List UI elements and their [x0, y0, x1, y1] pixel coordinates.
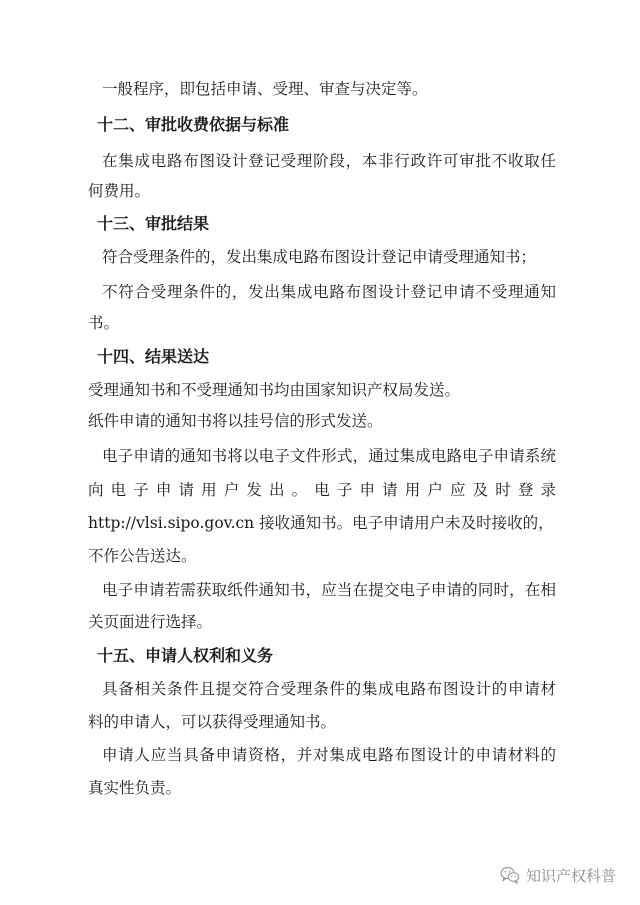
section-15-paragraph-1-line-2: 料的申请人，可以获得受理通知书。 [88, 713, 337, 731]
section-14-paragraph-4-line-1: 电子申请若需获取纸件通知书，应当在提交电子申请的同时，在相 [102, 581, 556, 599]
wechat-icon [500, 866, 520, 884]
intro-line: 一般程序，即包括申请、受理、审查与决定等。 [102, 80, 428, 98]
section-14-paragraph-2: 纸件申请的通知书将以挂号信的形式发送。 [88, 412, 383, 430]
section-14-paragraph-4-line-2: 关页面进行选择。 [88, 613, 213, 631]
section-12-paragraph-line-1: 在集成电路布图设计登记受理阶段，本非行政许可审批不收取任 [102, 152, 556, 170]
section-12-paragraph-line-2: 何费用。 [88, 182, 151, 200]
section-12-heading: 十二、审批收费依据与标准 [97, 115, 290, 134]
section-15-paragraph-2-line-1: 申请人应当具备申请资格，并对集成电路布图设计的申请材料的 [102, 746, 556, 764]
section-13-paragraph-2-line-1: 不符合受理条件的，发出集成电路布图设计登记申请不受理通知 [102, 283, 556, 301]
section-13-paragraph-2-line-2: 书。 [88, 314, 120, 332]
section-13-heading: 十三、审批结果 [97, 214, 210, 233]
section-13-paragraph-1: 符合受理条件的，发出集成电路布图设计登记申请受理通知书； [102, 248, 537, 266]
section-14-paragraph-1: 受理通知书和不受理通知书均由国家知识产权局发送。 [88, 381, 461, 399]
section-14-paragraph-3-line-2: 向 电 子 申 请 用 户 发 出 。 电 子 申 请 用 户 应 及 时 登 录 [88, 481, 556, 499]
section-15-heading: 十五、申请人权利和义务 [97, 646, 274, 665]
watermark [500, 864, 616, 886]
section-14-paragraph-3-line-4: 不作公告送达。 [88, 547, 197, 565]
section-14-heading: 十四、结果送达 [97, 347, 210, 366]
section-14-paragraph-3-line-3: http://vlsi.sipo.gov.cn 接收通知书。电子申请用户未及时接收的， [88, 514, 554, 532]
section-15-paragraph-1-line-1: 具备相关条件且提交符合受理条件的集成电路布图设计的申请材 [102, 680, 556, 698]
watermark-text: 知识产权科普 [526, 866, 617, 885]
section-14-paragraph-3-line-1: 电子申请的通知书将以电子文件形式，通过集成电路电子申请系统 [102, 447, 556, 465]
section-15-paragraph-2-line-2: 真实性负责。 [88, 779, 182, 797]
